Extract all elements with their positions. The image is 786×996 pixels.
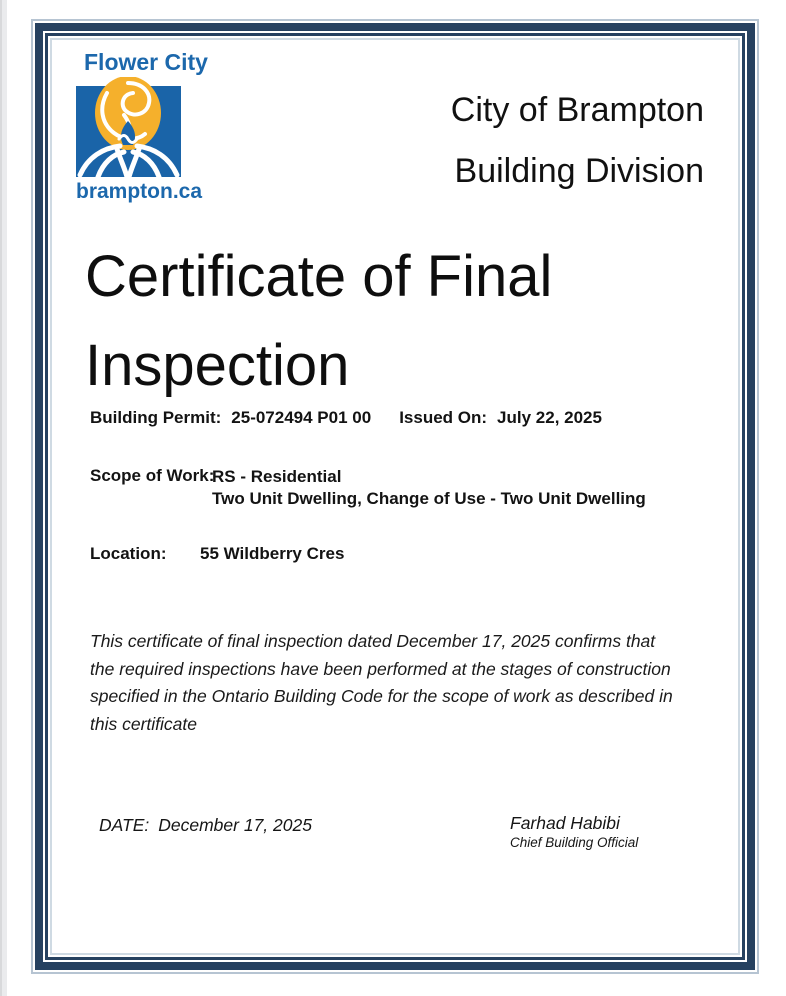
location-label: Location: bbox=[90, 544, 167, 563]
permit-label: Building Permit: bbox=[90, 408, 222, 427]
certificate-title-line1: Certificate of Final bbox=[85, 244, 553, 309]
document-header bbox=[451, 80, 704, 202]
certificate-title bbox=[85, 232, 552, 410]
statement-line4: this certificate bbox=[90, 713, 197, 734]
logo-domain: brampton.ca bbox=[76, 180, 203, 203]
date-label: DATE: bbox=[99, 815, 150, 835]
certificate-frame bbox=[31, 19, 759, 974]
date-value: December 17, 2025 bbox=[158, 815, 312, 835]
signatory-title: Chief Building Official bbox=[510, 835, 639, 850]
location-row bbox=[90, 544, 344, 564]
division-name: Building Division bbox=[454, 152, 704, 190]
organization-name: City of Brampton bbox=[450, 91, 704, 129]
brampton-logo bbox=[76, 49, 206, 204]
scope-row bbox=[90, 466, 646, 510]
scan-edge-line bbox=[0, 0, 2, 996]
certificate-title-line2: Inspection bbox=[85, 333, 350, 398]
scope-value-line2: Two Unit Dwelling, Change of Use - Two Unit Dwelling bbox=[212, 489, 646, 508]
signature-block bbox=[510, 812, 638, 851]
scope-label: Scope of Work: bbox=[90, 466, 215, 485]
location-value: 55 Wildberry Cres bbox=[200, 544, 345, 563]
permit-number: 25-072494 P01 00 bbox=[231, 408, 372, 427]
brampton-rose-icon bbox=[76, 77, 181, 177]
statement-line1: This certificate of final inspection dated December 17, 2025 confirms that bbox=[90, 631, 656, 651]
signatory-name: Farhad Habibi bbox=[510, 813, 620, 833]
scope-values bbox=[212, 466, 646, 510]
issued-on-label: Issued On: bbox=[399, 408, 488, 427]
scope-value-line1: RS - Residential bbox=[212, 467, 342, 486]
issued-on-date: July 22, 2025 bbox=[497, 408, 602, 427]
statement-line2: the required inspections have been performed at the stages of construction bbox=[90, 658, 671, 679]
permit-row bbox=[90, 408, 602, 428]
statement-paragraph bbox=[90, 628, 673, 738]
logo-tagline: Flower City bbox=[84, 49, 208, 75]
date-row bbox=[99, 815, 312, 836]
certificate-body bbox=[50, 38, 740, 955]
statement-line3: specified in the Ontario Building Code for the scope of work as described in bbox=[90, 686, 673, 706]
